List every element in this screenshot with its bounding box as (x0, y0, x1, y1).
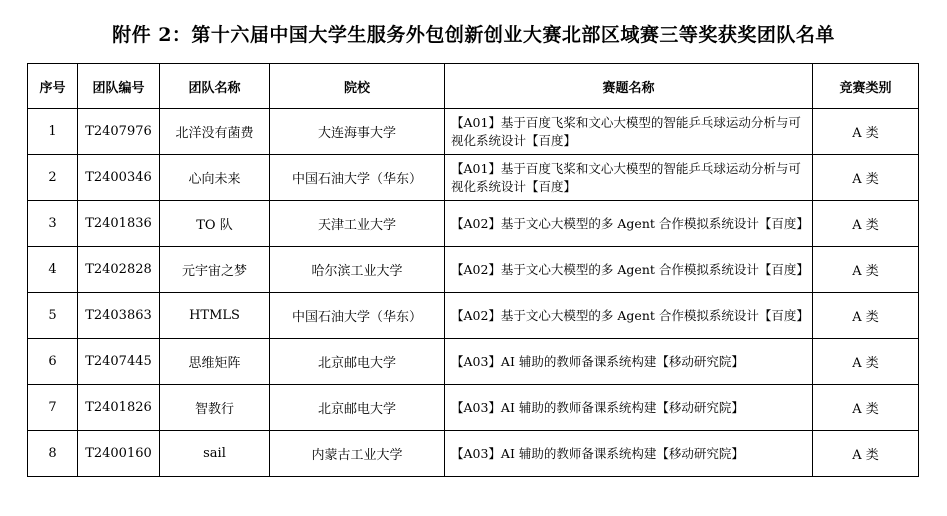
cell-serial-number: 6 (28, 339, 78, 385)
cell-topic: 【A01】基于百度飞桨和文心大模型的智能乒乓球运动分析与可视化系统设计【百度】 (445, 109, 813, 155)
cell-category: A 类 (813, 201, 919, 247)
cell-team-id: T2401836 (78, 201, 160, 247)
table-row (28, 247, 919, 293)
cell-serial-number: 4 (28, 247, 78, 293)
header-team-name: 团队名称 (160, 64, 270, 109)
cell-team-id: T2401826 (78, 385, 160, 431)
header-topic: 赛题名称 (445, 64, 813, 109)
cell-team-id: T2407976 (78, 109, 160, 155)
cell-category: A 类 (813, 339, 919, 385)
cell-team-name: HTMLS (160, 293, 270, 339)
cell-serial-number: 5 (28, 293, 78, 339)
cell-topic: 【A02】基于文心大模型的多 Agent 合作模拟系统设计【百度】 (445, 293, 813, 339)
cell-school: 中国石油大学（华东） (270, 155, 445, 201)
table-row (28, 201, 919, 247)
cell-serial-number: 2 (28, 155, 78, 201)
table-row (28, 155, 919, 201)
document-title: 附件 2：第十六届中国大学生服务外包创新创业大赛北部区域赛三等奖获奖团队名单 (112, 24, 835, 46)
cell-category: A 类 (813, 385, 919, 431)
cell-team-id: T2407445 (78, 339, 160, 385)
cell-serial-number: 3 (28, 201, 78, 247)
cell-team-name: 北洋没有菌费 (160, 109, 270, 155)
cell-serial-number: 7 (28, 385, 78, 431)
table-header-row (28, 64, 919, 109)
cell-school: 中国石油大学（华东） (270, 293, 445, 339)
table-row (28, 339, 919, 385)
header-school: 院校 (270, 64, 445, 109)
award-team-table (27, 63, 919, 477)
cell-team-id: T2400346 (78, 155, 160, 201)
cell-team-id: T2403863 (78, 293, 160, 339)
table-row (28, 293, 919, 339)
cell-topic: 【A03】AI 辅助的教师备课系统构建【移动研究院】 (445, 385, 813, 431)
cell-category: A 类 (813, 431, 919, 477)
table-row (28, 109, 919, 155)
cell-category: A 类 (813, 155, 919, 201)
header-team-id: 团队编号 (78, 64, 160, 109)
header-category: 竞赛类别 (813, 64, 919, 109)
cell-topic: 【A03】AI 辅助的教师备课系统构建【移动研究院】 (445, 339, 813, 385)
cell-team-name: 心向未来 (160, 155, 270, 201)
cell-team-name: TO 队 (160, 201, 270, 247)
cell-topic: 【A01】基于百度飞桨和文心大模型的智能乒乓球运动分析与可视化系统设计【百度】 (445, 155, 813, 201)
cell-team-name: sail (160, 431, 270, 477)
cell-serial-number: 8 (28, 431, 78, 477)
cell-school: 北京邮电大学 (270, 385, 445, 431)
cell-team-id: T2400160 (78, 431, 160, 477)
cell-topic: 【A03】AI 辅助的教师备课系统构建【移动研究院】 (445, 431, 813, 477)
cell-school: 大连海事大学 (270, 109, 445, 155)
header-serial-number: 序号 (28, 64, 78, 109)
cell-team-name: 元宇宙之梦 (160, 247, 270, 293)
cell-school: 天津工业大学 (270, 201, 445, 247)
cell-category: A 类 (813, 109, 919, 155)
cell-category: A 类 (813, 247, 919, 293)
cell-school: 内蒙古工业大学 (270, 431, 445, 477)
cell-team-name: 思维矩阵 (160, 339, 270, 385)
cell-school: 哈尔滨工业大学 (270, 247, 445, 293)
table-row (28, 385, 919, 431)
cell-serial-number: 1 (28, 109, 78, 155)
cell-topic: 【A02】基于文心大模型的多 Agent 合作模拟系统设计【百度】 (445, 247, 813, 293)
cell-topic: 【A02】基于文心大模型的多 Agent 合作模拟系统设计【百度】 (445, 201, 813, 247)
table-row (28, 431, 919, 477)
cell-team-id: T2402828 (78, 247, 160, 293)
cell-team-name: 智教行 (160, 385, 270, 431)
cell-school: 北京邮电大学 (270, 339, 445, 385)
cell-category: A 类 (813, 293, 919, 339)
